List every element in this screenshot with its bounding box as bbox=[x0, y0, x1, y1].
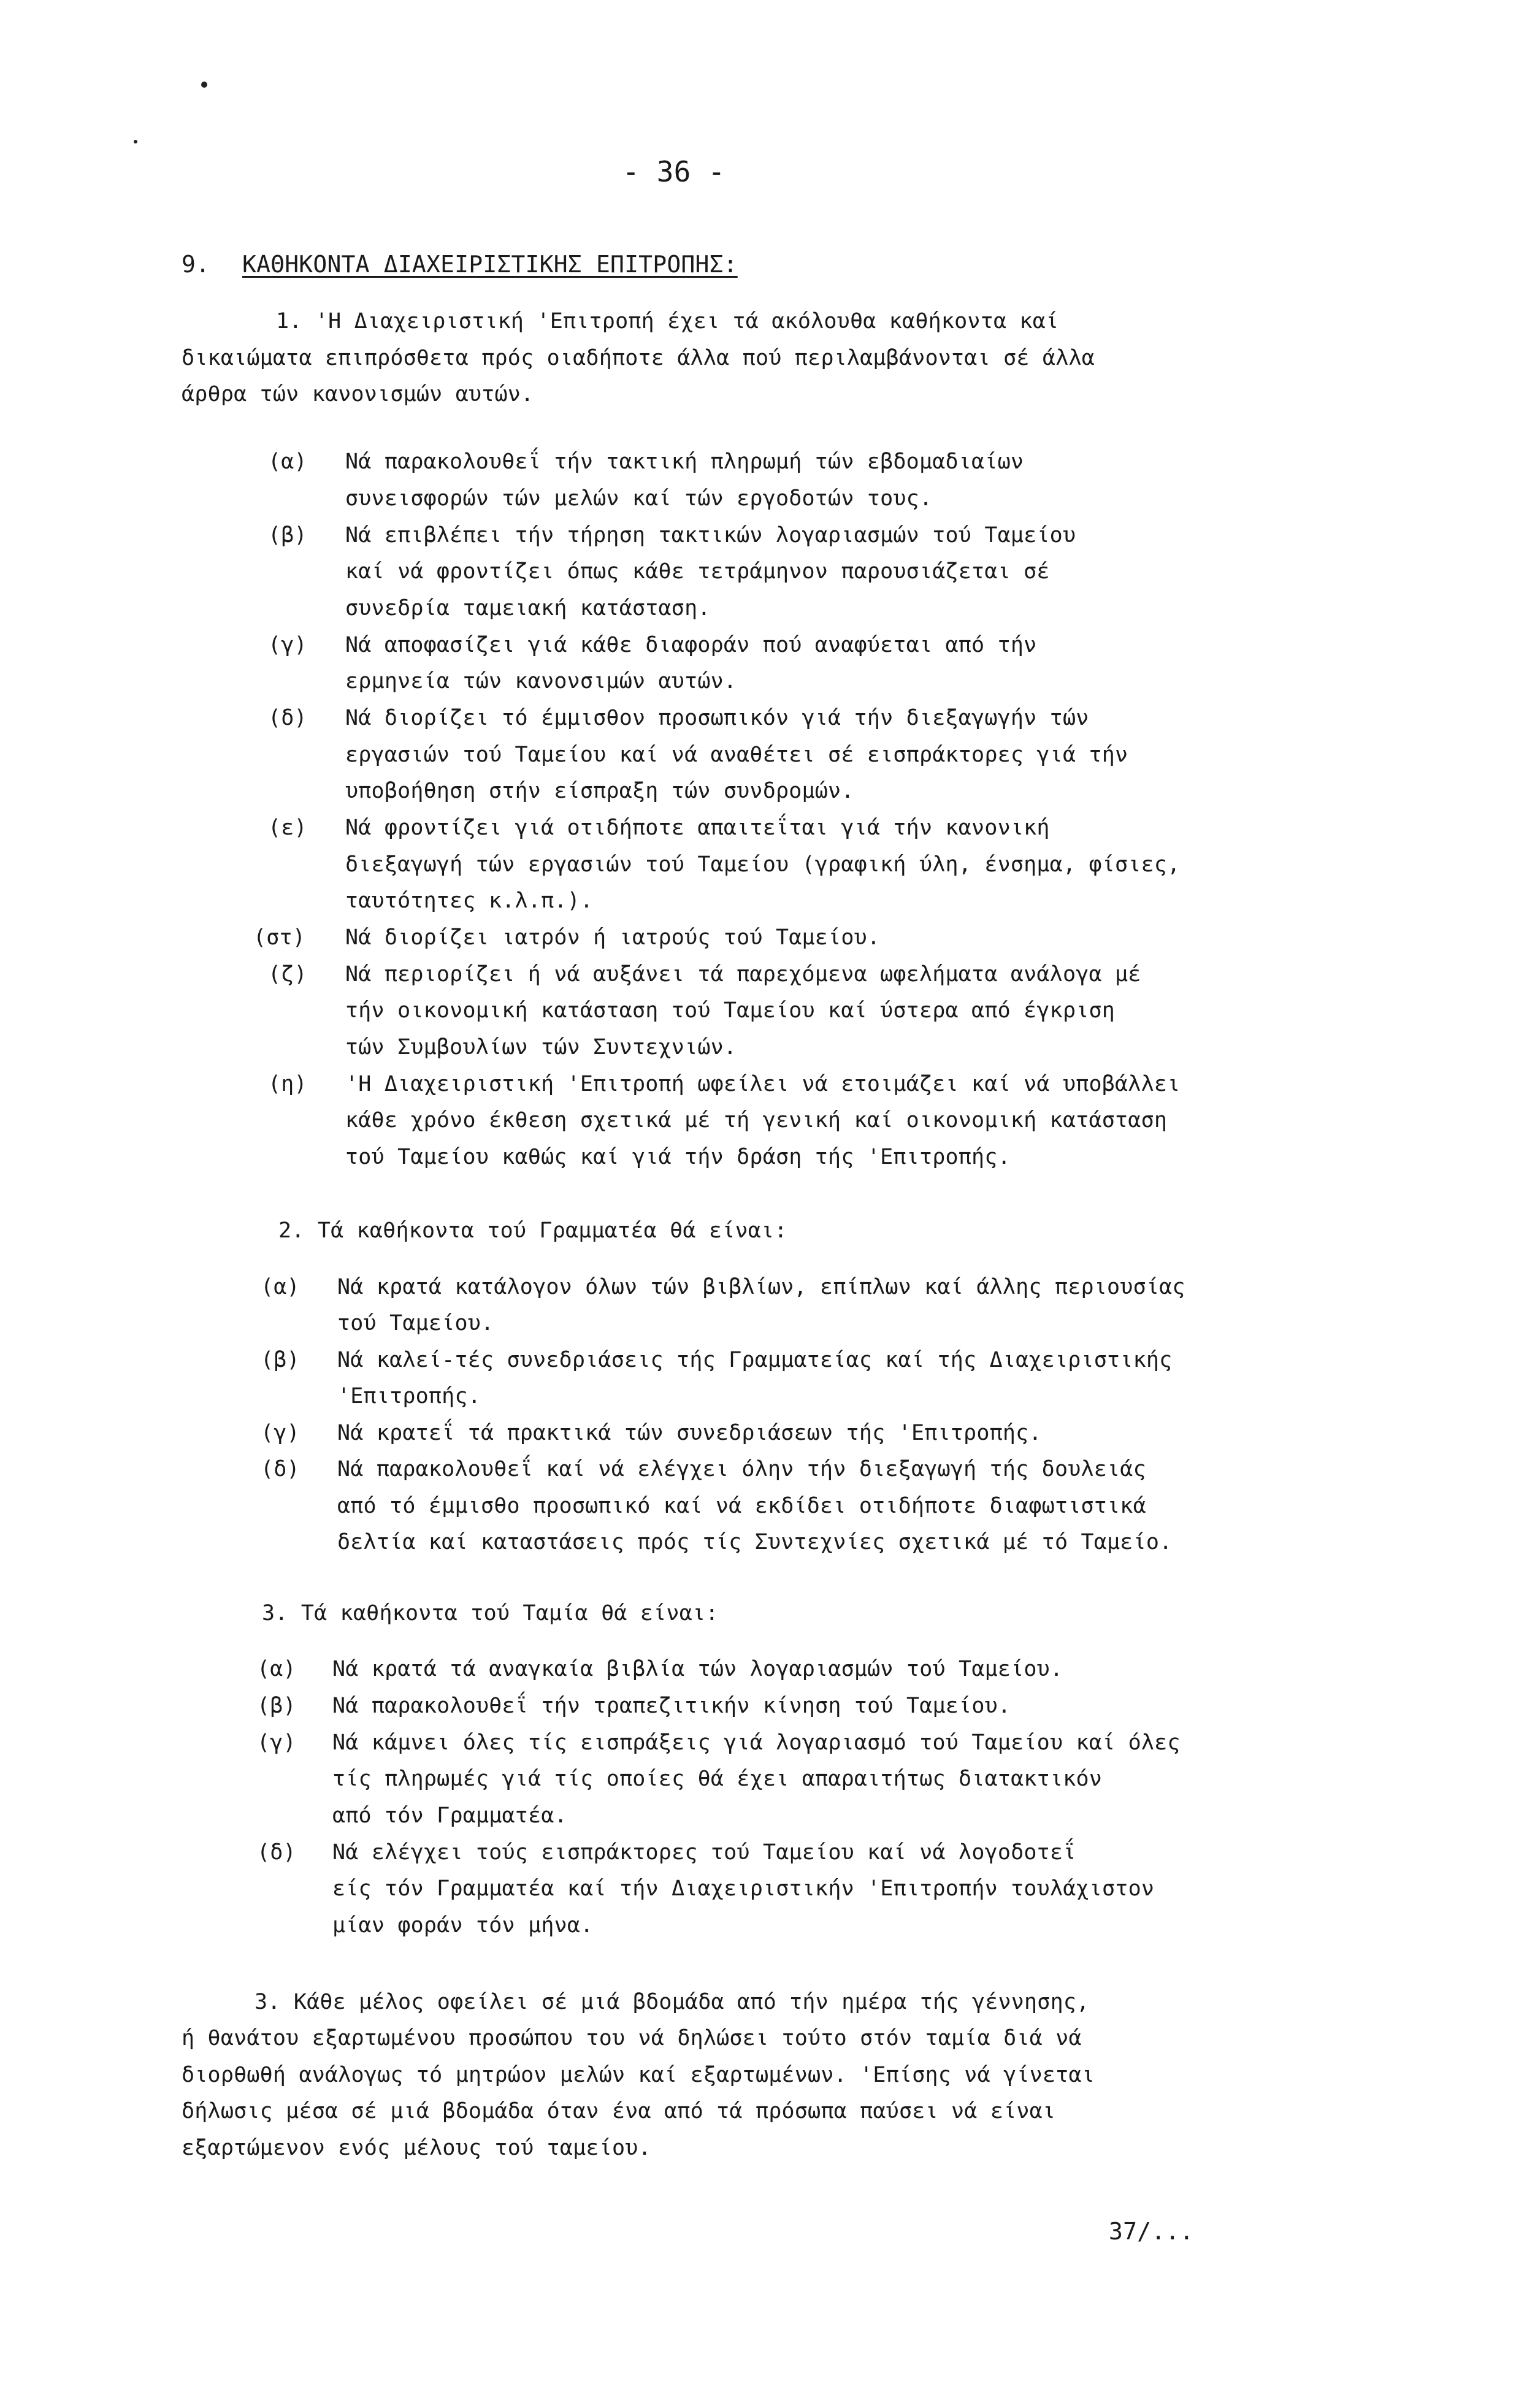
continuation-marker: 37/... bbox=[1109, 2218, 1194, 2245]
closing-line: διορθωθή ανάλογως τό μητρώον μελών καί εξαρτωμένων. 'Επίσης νά γίνεται bbox=[182, 2063, 1095, 2087]
item-line: Νά κρατά κατάλογον όλων τών βιβλίων, επίπλων καί άλλης περιουσίας bbox=[337, 1275, 1185, 1299]
item-marker: (α) bbox=[257, 1657, 296, 1681]
item-line: συνεδρία ταμειακή κατάσταση. bbox=[345, 596, 711, 621]
item-line: μίαν φοράν τόν μήνα. bbox=[332, 1913, 594, 1938]
item-marker: (στ) bbox=[253, 925, 306, 950]
item-line: Νά ελέγχει τούς εισπράκτορες τού Ταμείου καί νά λογοδοτεΐ bbox=[332, 1840, 1076, 1865]
item-marker: (ζ) bbox=[268, 962, 307, 987]
item-line: διεξαγωγή τών εργασιών τού Ταμείου (γραφική ύλη, ένσημα, φίσιες, bbox=[345, 852, 1181, 877]
item-line: ερμηνεία τών κανονσιμών αυτών. bbox=[345, 669, 737, 694]
scan-speck bbox=[201, 82, 207, 88]
item-line: Νά επιβλέπει τήν τήρηση τακτικών λογαριασμών τού Ταμείου bbox=[345, 523, 1076, 548]
item-line: Νά κάμνει όλες τίς εισπράξεις γιά λογαριασμό τού Ταμείου καί όλες bbox=[332, 1730, 1181, 1755]
item-line: Νά περιορίζει ή νά αυξάνει τά παρεχόμενα ωφελήματα ανάλογα μέ bbox=[345, 962, 1141, 987]
item-marker: (δ) bbox=[268, 706, 307, 730]
intro-line: άρθρα τών κανονισμών αυτών. bbox=[182, 382, 534, 407]
intro-line: δικαιώματα επιπρόσθετα πρός οιαδήποτε άλλα πού περιλαμβάνονται σέ άλλα bbox=[182, 346, 1095, 370]
item-line: Νά παρακολουθεΐ τήν τραπεζιτικήν κίνηση τού Ταμείου. bbox=[332, 1694, 1011, 1718]
item-line: τού Ταμείου καθώς καί γιά τήν δράση τής 'Επιτροπής. bbox=[345, 1145, 1011, 1169]
item-marker: (γ) bbox=[261, 1421, 300, 1445]
item-line: εργασιών τού Ταμείου καί νά αναθέτει σέ εισπράκτορες γιά τήν bbox=[345, 743, 1128, 767]
item-marker: (ε) bbox=[268, 816, 307, 840]
item-line: από τό έμμισθο προσωπικό καί νά εκδίδει οτιδήποτε διαφωτιστικά bbox=[337, 1494, 1146, 1518]
item-marker: (β) bbox=[257, 1694, 296, 1718]
page-number: - 36 - bbox=[622, 155, 725, 188]
item-line: Νά παρακολουθεΐ τήν τακτική πληρωμή τών εβδομαδιαίων bbox=[345, 449, 1024, 474]
closing-line: ή θανάτου εξαρτωμένου προσώπου του νά δηλώσει τούτο στόν ταμία διά νά bbox=[182, 2026, 1082, 2051]
item-line: Νά κρατά τά αναγκαία βιβλία τών λογαριασμών τού Ταμείου. bbox=[332, 1657, 1063, 1681]
section-number: 9. bbox=[182, 251, 210, 278]
scan-speck bbox=[134, 140, 137, 143]
item-line: δελτία καί καταστάσεις πρός τίς Συντεχνίες σχετικά μέ τό Ταμείο. bbox=[337, 1530, 1173, 1554]
item-line: Νά παρακολουθεΐ καί νά ελέγχει όλην τήν διεξαγωγή τής δουλειάς bbox=[337, 1457, 1146, 1481]
item-line: τίς πληρωμές γιά τίς οποίες θά έχει απαραιτήτως διατακτικόν bbox=[332, 1767, 1103, 1791]
treasurer-heading: 3. Τά καθήκοντα τού Ταμία θά είναι: bbox=[262, 1601, 719, 1626]
secretary-heading: 2. Τά καθήκοντα τού Γραμματέα θά είναι: bbox=[278, 1218, 787, 1243]
item-line: κάθε χρόνο έκθεση σχετικά μέ τή γενική καί οικονομική κατάσταση bbox=[345, 1108, 1168, 1133]
item-line: από τόν Γραμματέα. bbox=[332, 1803, 567, 1828]
item-line: είς τόν Γραμματέα καί τήν Διαχειριστικήν 'Επιτροπήν τουλάχιστον bbox=[332, 1876, 1155, 1901]
item-line: τήν οικονομική κατάσταση τού Ταμείου καί ύστερα από έγκριση bbox=[345, 998, 1116, 1023]
item-line: 'Επιτροπής. bbox=[337, 1384, 481, 1408]
item-marker: (β) bbox=[268, 523, 307, 548]
item-line: Νά κρατεΐ τά πρακτικά τών συνεδριάσεων τής 'Επιτροπής. bbox=[337, 1421, 1042, 1445]
item-marker: (β) bbox=[261, 1348, 300, 1372]
closing-line: δήλωσις μέσα σέ μιά βδομάδα όταν ένα από τά πρόσωπα παύσει νά είναι bbox=[182, 2099, 1056, 2123]
intro-line: 1. 'Η Διαχειριστική 'Επιτροπή έχει τά ακόλουθα καθήκοντα καί bbox=[276, 309, 1059, 334]
item-marker: (δ) bbox=[257, 1840, 296, 1865]
item-line: καί νά φροντίζει όπως κάθε τετράμηνον παρουσιάζεται σέ bbox=[345, 559, 1050, 584]
item-marker: (γ) bbox=[257, 1730, 296, 1755]
item-marker: (α) bbox=[268, 449, 307, 474]
item-line: 'Η Διαχειριστική 'Επιτροπή ωφείλει νά ετοιμάζει καί νά υποβάλλει bbox=[345, 1072, 1181, 1096]
item-marker: (δ) bbox=[261, 1457, 300, 1481]
item-line: ταυτότητες κ.λ.π.). bbox=[345, 889, 594, 913]
item-line: τού Ταμείου. bbox=[337, 1311, 494, 1336]
item-marker: (α) bbox=[261, 1275, 300, 1299]
item-marker: (η) bbox=[268, 1072, 307, 1096]
item-line: υποβοήθηση στήν είσπραξη τών συνδρομών. bbox=[345, 779, 854, 803]
section-title: ΚΑΘΗΚΟΝΤΑ ΔΙΑΧΕΙΡΙΣΤΙΚΗΣ ΕΠΙΤΡΟΠΗΣ: bbox=[242, 251, 738, 278]
item-line: Νά αποφασίζει γιά κάθε διαφοράν πού αναφύεται από τήν bbox=[345, 633, 1037, 657]
item-line: συνεισφορών τών μελών καί τών εργοδοτών τους. bbox=[345, 486, 933, 511]
item-line: Νά διορίζει ιατρόν ή ιατρούς τού Ταμείου. bbox=[345, 925, 881, 950]
item-line: Νά καλεί-τές συνεδριάσεις τής Γραμματείας καί τής Διαχειριστικής bbox=[337, 1348, 1173, 1372]
item-line: τών Συμβουλίων τών Συντεχνιών. bbox=[345, 1035, 737, 1060]
item-marker: (γ) bbox=[268, 633, 307, 657]
closing-line: εξαρτώμενον ενός μέλους τού ταμείου. bbox=[182, 2136, 651, 2160]
item-line: Νά διορίζει τό έμμισθον προσωπικόν γιά τήν διεξαγωγήν τών bbox=[345, 706, 1089, 730]
closing-line: 3. Κάθε μέλος οφείλει σέ μιά βδομάδα από τήν ημέρα τής γέννησης, bbox=[255, 1990, 1090, 2014]
item-line: Νά φροντίζει γιά οτιδήποτε απαιτεΐται γιά τήν κανονική bbox=[345, 816, 1050, 840]
